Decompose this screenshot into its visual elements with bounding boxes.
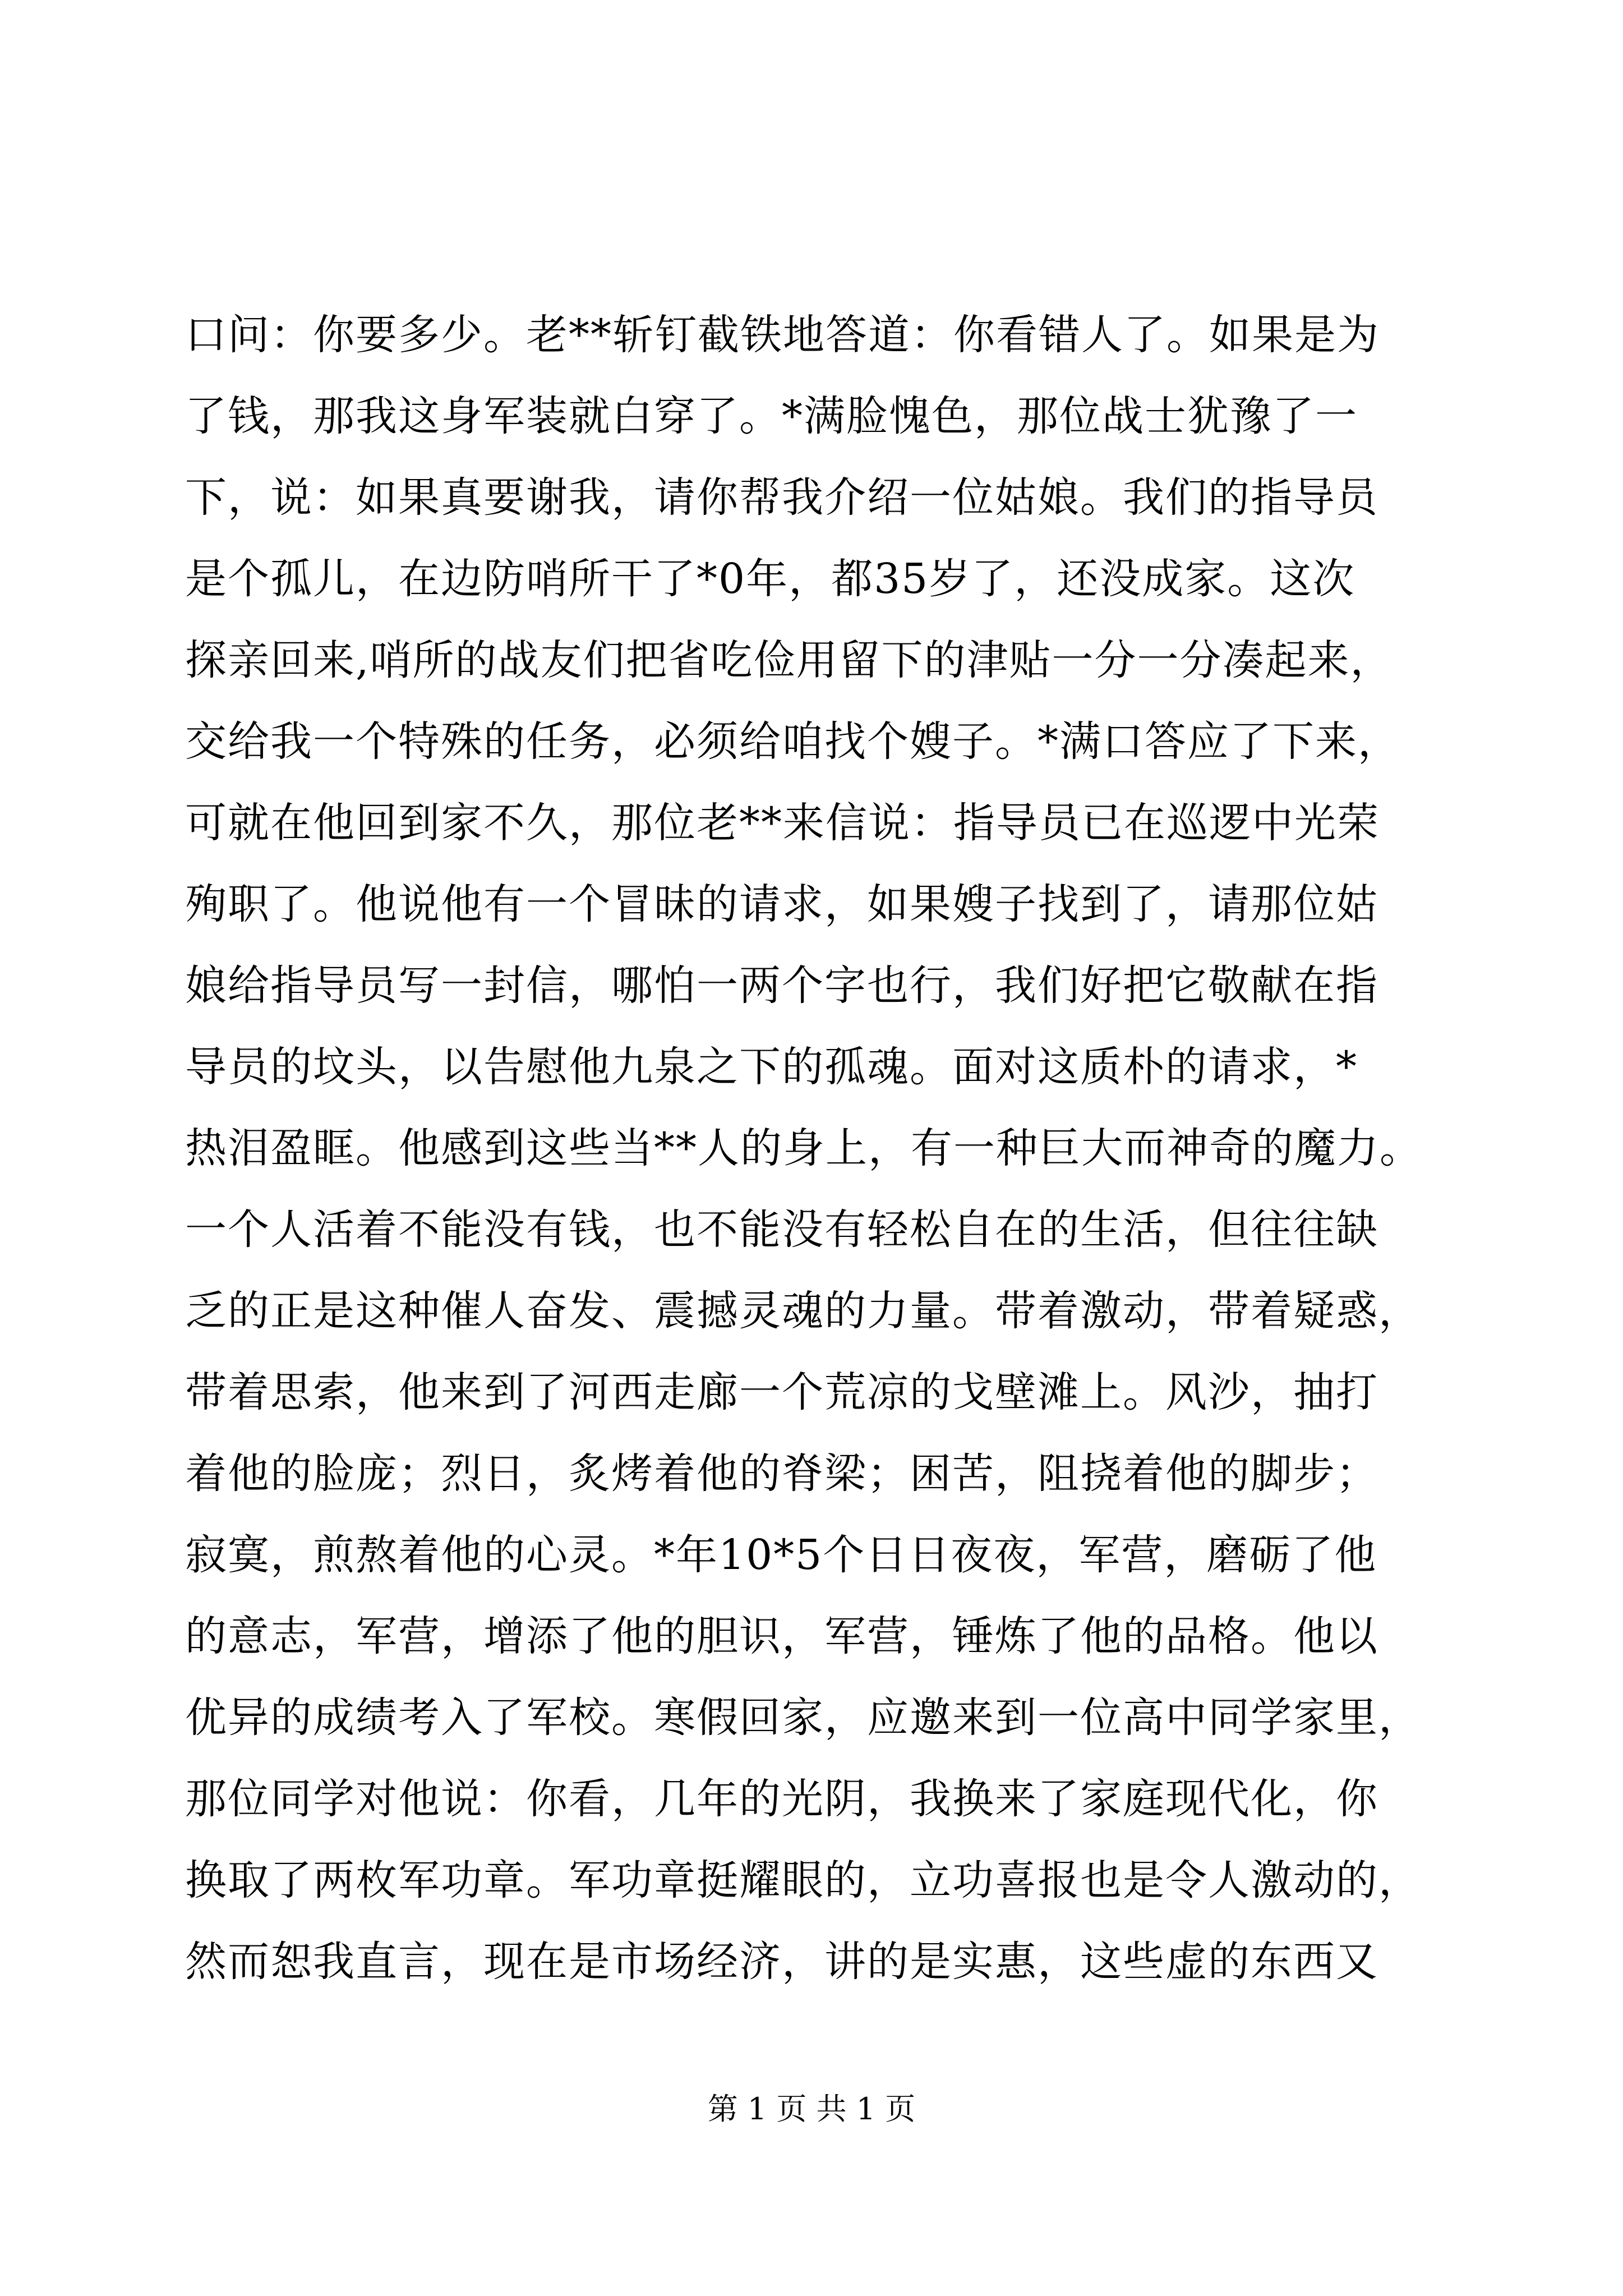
text-line: 的意志，军营，增添了他的胆识，军营，锤炼了他的品格。他以 — [185, 1612, 1378, 1660]
text-line: 然而恕我直言，现在是市场经济，讲的是实惠，这些虚的东西又 — [185, 1938, 1378, 1986]
text-line: 带着思索，他来到了河西走廊一个荒凉的戈壁滩上。风沙，抽打 — [185, 1368, 1378, 1416]
page-footer — [0, 2090, 1623, 2129]
text-line: 娘给指导员写一封信，哪怕一两个字也行，我们好把它敬献在指 — [185, 961, 1378, 1010]
text-line: 下，说：如果真要谢我，请你帮我介绍一位姑娘。我们的指导员 — [185, 473, 1378, 522]
page-number: 第 1 页 共 1 页 — [707, 2091, 916, 2127]
text-line: 口问：你要多少。老**斩钉截铁地答道：你看错人了。如果是为 — [185, 311, 1380, 359]
text-line: 换取了两枚军功章。军功章挺耀眼的，立功喜报也是令人激动的， — [185, 1856, 1421, 1904]
text-line: 殉职了。他说他有一个冒昧的请求，如果嫂子找到了，请那位姑 — [185, 880, 1378, 928]
text-line: 交给我一个特殊的任务，必须给咱找个嫂子。*满口答应了下来， — [185, 717, 1400, 766]
text-line: 探亲回来,哨所的战友们把省吃俭用留下的津贴一分一分凑起来， — [185, 636, 1393, 684]
text-line: 热泪盈眶。他感到这些当**人的身上，有一种巨大而神奇的魔力。 — [185, 1124, 1422, 1172]
text-line: 导员的坟头，以告慰他九泉之下的孤魂。面对这质朴的请求，* — [185, 1043, 1358, 1091]
text-line: 寂寞，煎熬着他的心灵。*年10*5个日日夜夜，军营，磨砺了他 — [185, 1531, 1377, 1579]
text-line: 那位同学对他说：你看，几年的光阴，我换来了家庭现代化，你 — [185, 1775, 1378, 1823]
text-line: 着他的脸庞；烈日，炙烤着他的脊梁；困苦，阻挠着他的脚步； — [185, 1450, 1378, 1498]
text-line: 是个孤儿，在边防哨所干了*0年，都35岁了，还没成家。这次 — [185, 555, 1355, 603]
text-line: 了钱，那我这身军装就白穿了。*满脸愧色，那位战士犹豫了一 — [185, 392, 1358, 440]
document-body — [185, 295, 1441, 2003]
text-line: 可就在他回到家不久，那位老**来信说：指导员已在巡逻中光荣 — [185, 799, 1380, 847]
text-line: 乏的正是这种催人奋发、震撼灵魂的力量。带着激动，带着疑惑， — [185, 1287, 1421, 1335]
text-line: 一个人活着不能没有钱，也不能没有轻松自在的生活，但往往缺 — [185, 1205, 1378, 1254]
text-line: 优异的成绩考入了军校。寒假回家，应邀来到一位高中同学家里， — [185, 1694, 1421, 1742]
